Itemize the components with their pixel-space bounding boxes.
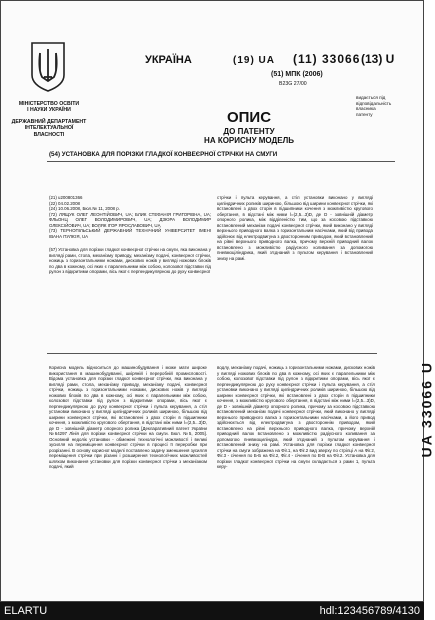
patent-code-prefix: (19) UA bbox=[233, 55, 276, 66]
description-right-column: водлу, механізму подачі, ножиць з горизонтальними ножами, дискових ножів у вигляді ножових блоків по два в кожному, осі яких є паралельними між собою, колозової підставки під рулон з відкритими опорами, вісь якої є перпендикулярною до руху конвеєрної стрічки і пульта керування, а стіл установки виконано у вигляді циліндричних роликів шириною, більшою від ширини конвеєрної стрічки, які встановлені з двох сторін в підшипники кочення, з можливістю кругового обертання, в відстані між ними l=(2,5...3)D, де D - зовнішній діаметр опорного ролика, причому за косовою підставкою встановлений механізм подачі конвеєрної стрічки, який виконано у вигляді верхнього приводного валка з горизонтальними насічками, а його привод здійснюється від електродвигуна з двостороннім приводом, який встановлено на рівні верхнього приводного валка, причому верхній приводний валок встановлено з можливістю радіусного коливання за допомогою пневмоциліндра, який з'єднаний з пультом керування і встановлений знизу на рамі. Установка для порізки гладкої конвеєрної стрічки на смуги зображена на Фіг.1, на Фіг.2 вид зверху по стрілці А на Фіг.2, Фіг.3 - січення по Б-Б на Фіг.2, Фіг.4 - січення по В-В на Фіг.2. Установка для порізки гладкої конвеєрної стрічки на смуги складається з рами 1, пульта керу- bbox=[217, 365, 375, 469]
claim-left-column: (57) Установка для порізки гладкої конвеєрної стрічки на смуги, яка виконана у вигляді рами, стола, механізму приводу, механізму подачі, конвеєрної стрічки, ножиць з горизонтальними ножами, дискових ножів у вигляді ножових блоків по два в кожному, осі яких є паралельними між собою, колозової підставки під рулон з відкритими опорами, вісь якої є перпендикулярною до руху конвеєрної bbox=[49, 247, 211, 274]
doc-subtitle: ДО ПАТЕНТУ НА КОРИСНУ МОДЕЛЬ bbox=[204, 127, 294, 145]
section-divider bbox=[47, 353, 377, 354]
department-label: ДЕРЖАВНИЙ ДЕПАРТАМЕНТ ІНТЕЛЕКТУАЛЬНОЇ ВЛАСНОСТІ bbox=[11, 119, 87, 138]
invention-title: (54) УСТАНОВКА ДЛЯ ПОРІЗКИ ГЛАДКОЇ КОНВЕЄРНОЇ СТРІЧКИ НА СМУГИ bbox=[49, 151, 278, 158]
footer-right-label: hdl:123456789/4130 bbox=[319, 605, 420, 617]
bibliographic-data: (21) u200801366 (22) 04.02.2008 (24) 10.06.2008, Бюл.№ 11, 2008 р. (72) ЛЯЩУК ОЛЕГ ЛЕОНТІЙОВИЧ, UA; БЛИК СТЕФАНІЯ ГРИГОРІВНА, UA; ФЛЬОНЦ ОЛЕГ ВОЛОДИМИРОВИЧ, UA; ДЗЮРА ВОЛОДИМИР ОЛЕКСІЙОВИЧ, UA; ВОЛЯК ІГОР ЯРОСЛАВОВИЧ, UA (73) ТЕРНОПІЛЬСЬКИЙ ДЕРЖАВНИЙ ТЕХНІЧНИЙ УНІВЕРСИТЕТ ІМЕНІ ІВАНА ПУЛЮЯ, UA bbox=[49, 195, 211, 239]
side-note: видається під відповідальність власника патенту bbox=[356, 95, 392, 117]
side-patent-number: UA 33066 U bbox=[419, 361, 435, 458]
ipc-code: B23G 27/00 bbox=[279, 81, 307, 87]
footer-bar bbox=[0, 602, 424, 620]
claim-right-column: стрічки і пульта керування, а стіл установки виконано у вигляді циліндричних роликів шириною, більшою від ширини конвеєрної стрічки, які встановлені з двох сторін в підшипники кочення з можливістю кругового обертання, в відстані між ними l=(2,5...3)D, де D - зовнішній діаметр опорного ролика, між відділеністю тим, що за косовою підставкою встановлений механізм подачі конвеєрної стрічки, який виконано у вигляді верхнього приводного валка з горизонтальним насічками, який від привода здійснює від електродвигуна з двосторонним приводом, який встановлений на рівні верхнього приводного валка, причому верхній приводний валок встановлено з можливістю радіусного коливання за допомогою пневмоціліндрика, який з'єднаний з пультом керування і встановлений знизу на рамі. bbox=[217, 195, 373, 261]
ministry-label: МІНІСТЕРСТВО ОСВІТИ І НАУКИ УКРАЇНИ bbox=[18, 101, 80, 114]
patent-number: (11) 33066 bbox=[293, 52, 361, 66]
trident-emblem-icon bbox=[29, 41, 67, 93]
footer-left-label: ELARTU bbox=[4, 605, 48, 617]
mpk-label: (51) МПК (2006) bbox=[271, 71, 323, 78]
patent-kind: (13) U bbox=[361, 52, 395, 66]
description-left-column: Корисна модель відноситься до машинобудування і може мати широке використання в машинобудуванні, шкіряній і переробній промисловості. Відома установка для порізки гладкої конвеєрної стрічки, яка виконана у вигляді рами, стола, механізму приводу, механізму подачі, конвеєрної стрічки, ножиць з горизонтальними ножами, дискових ножів у вигляді ножових блоків по два в кожному, осі яких є паралельними між собою, колозової підставки під рулон з відкритими опорами, вісь якої є перпендикулярною до руху конвеєрної стрічки і пульта керування, а стіл установки виконано у вигляді циліндричних роликів шириною, більшою від ширини конвеєрної стрічки, які встановлені з двох сторін в підшипники кочення, з можливістю кругового обертання, в відстані між ними l=(2,5...3)D, де D - зовнішній діаметр опорного ролика [Декларативний патент України №64297 Лінія для порізки конвеєрної стрічки на смуги. Бюл. №5, 2005]. Основний недолік установки - обмежені технологічні можливості і великі зусилля на переміщення конвеєрної стрічки в процесі її переробки при розрізанні. В основу корисної моделі поставлено задачу зменшення зусилля переміщення стрічки при різанні і розширення технологічних можливостей шляхом виконання установки для порізки конвеєрної стрічки з механізмом подачі, який bbox=[49, 365, 207, 469]
title-underline bbox=[47, 161, 395, 162]
doc-title: ОПИС bbox=[226, 109, 272, 126]
country-label: УКРАЇНА bbox=[145, 54, 192, 66]
